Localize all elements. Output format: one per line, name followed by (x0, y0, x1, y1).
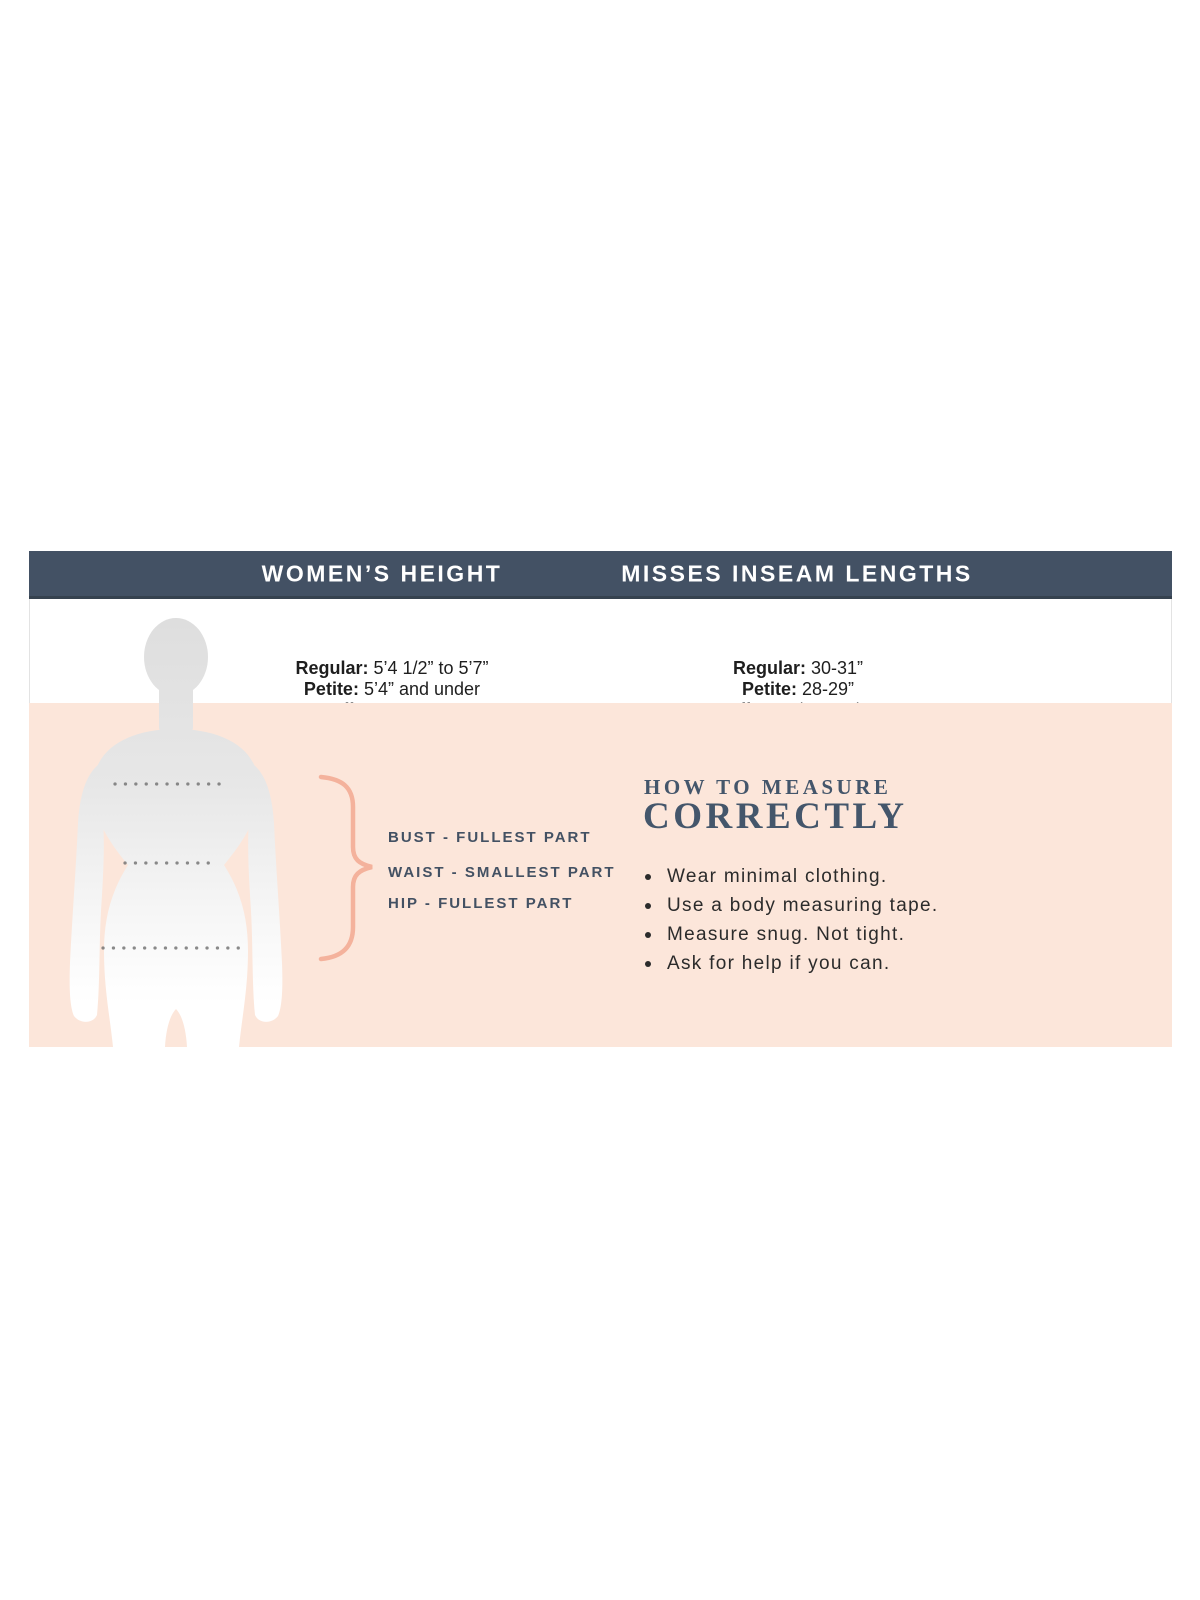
silhouette-torso-legs (93, 729, 259, 1047)
silhouette-left-arm (70, 761, 105, 1022)
inseam-petite-label: Petite: (741, 679, 797, 699)
inseam-row-regular (722, 658, 875, 679)
size-guide-panel (29, 551, 1172, 1047)
bullet-dot-icon (645, 903, 651, 909)
tip-ask-for-help (645, 954, 938, 974)
tip-text: Ask for help if you can. (667, 953, 891, 974)
bust-label: BUST - FULLEST PART (388, 829, 592, 846)
height-petite-value: 5’4” and under (363, 679, 481, 699)
height-regular-label: Regular: (295, 658, 369, 678)
silhouette-neck (159, 677, 193, 735)
correctly-heading: CORRECTLY (643, 796, 908, 837)
height-row-regular (295, 658, 488, 679)
tip-text: Wear minimal clothing. (667, 866, 888, 887)
waist-label: WAIST - SMALLEST PART (388, 864, 616, 881)
tip-use-measuring-tape (645, 896, 938, 916)
tip-text: Measure snug. Not tight. (667, 924, 906, 945)
bullet-dot-icon (645, 874, 651, 880)
height-row-petite (295, 679, 488, 700)
woman-silhouette (46, 617, 306, 1047)
height-regular-value: 5’4 1/2” to 5’7” (373, 658, 489, 678)
bullet-dot-icon (645, 932, 651, 938)
tip-wear-minimal-clothing (645, 867, 938, 887)
misses-inseam-title: MISSES INSEAM LENGTHS (621, 560, 973, 586)
bullet-dot-icon (645, 961, 651, 967)
tip-measure-snug (645, 925, 938, 945)
tip-text: Use a body measuring tape. (667, 895, 939, 916)
measuring-tips-list (645, 867, 938, 983)
height-petite-label: Petite: (303, 679, 359, 699)
inseam-row-petite (722, 679, 875, 700)
how-to-measure-heading: HOW TO MEASURE (644, 775, 892, 799)
womens-height-title: WOMEN’S HEIGHT (261, 560, 503, 586)
silhouette-right-arm (247, 761, 282, 1022)
hip-label: HIP - FULLEST PART (388, 895, 574, 912)
inseam-regular-value: 30-31” (810, 658, 864, 678)
header-bar (29, 551, 1172, 599)
brace-icon (318, 773, 378, 963)
inseam-petite-value: 28-29” (801, 679, 855, 699)
inseam-regular-label: Regular: (732, 658, 806, 678)
